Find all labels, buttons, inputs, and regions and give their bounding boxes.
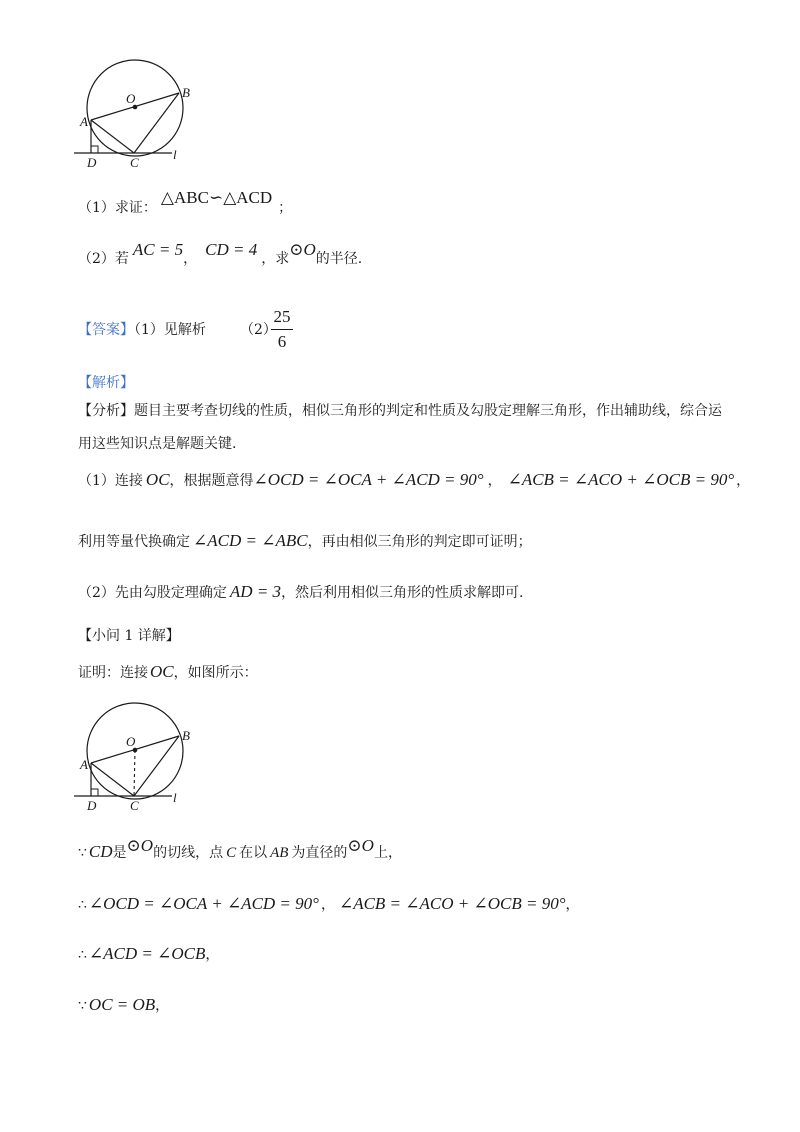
q2-suffix: 的半径. <box>315 251 363 267</box>
proof-suffix: ，如图所示： <box>173 665 258 681</box>
fenxi-line-2: 用这些知识点是解题关键. <box>78 436 237 452</box>
label-c: C <box>130 798 139 813</box>
line3-eq: ∠ACD = ∠OCB <box>88 944 206 963</box>
analysis-step-1b <box>78 531 532 551</box>
segment-oc-dashed <box>134 750 135 796</box>
proof-line-1 <box>78 836 402 862</box>
line2-eq1: ∠OCD = ∠OCA + ∠ACD = 90° <box>88 894 319 913</box>
q2-prefix: （2）若 <box>78 251 129 267</box>
step1-sep: ， <box>487 473 502 489</box>
step1-mid: ，根据题意得 <box>169 473 254 489</box>
line1-e: 为直径的 <box>291 845 348 861</box>
step1-eq2: ∠ACB = ∠ACO + ∠OCB = 90° <box>507 470 735 489</box>
q2-circle: ⊙O <box>289 240 316 259</box>
analysis-tag: 【解析】 <box>78 375 134 391</box>
answer-tag: 【答案】 <box>78 322 134 338</box>
step2-prefix: （2）先由勾股定理确定 <box>78 585 227 601</box>
label-l: l <box>173 147 177 162</box>
fraction-numerator: 25 <box>273 307 291 326</box>
line1-c: C <box>226 845 237 861</box>
segment-ac <box>91 120 134 153</box>
line4-end: ， <box>155 998 170 1014</box>
right-angle-mark <box>91 146 98 153</box>
label-b: B <box>182 85 190 100</box>
analysis-step-1 <box>78 470 750 490</box>
line1-d: 在以 <box>239 845 268 861</box>
proof-intro <box>78 662 258 682</box>
question-2 <box>78 240 363 268</box>
fenxi-text-1: 题目主要考查切线的性质，相似三角形的判定和性质及勾股定理解三角形，作出辅助线，综合运 <box>134 403 722 419</box>
label-b: B <box>182 728 190 743</box>
proof-line-2 <box>78 894 580 914</box>
label-o: O <box>126 734 136 749</box>
step2-suffix: ，然后利用相似三角形的性质求解即可. <box>281 585 524 601</box>
because-symbol: ∵ <box>78 845 87 861</box>
step1b-prefix: 利用等量代换确定 <box>78 534 190 550</box>
step1-eq1: ∠OCD = ∠OCA + ∠ACD = 90° <box>253 470 484 489</box>
answer-fraction <box>268 307 296 352</box>
label-l: l <box>173 790 177 805</box>
q1-math: △ABC∽△ACD <box>160 188 273 207</box>
detail-tag: 【小问 1 详解】 <box>78 628 180 644</box>
segment-bc <box>134 93 179 153</box>
fraction-bar <box>271 329 293 330</box>
line2-end: ， <box>565 897 580 913</box>
segment-ac <box>91 763 134 796</box>
line1-b: 的切线，点 <box>153 845 224 861</box>
fenxi-tag: 【分析】 <box>78 403 134 419</box>
step2-eq: AD = 3 <box>229 582 282 601</box>
q2-cd: CD = 4 <box>205 240 258 259</box>
proof-prefix: 证明：连接 <box>78 665 148 681</box>
because-symbol: ∵ <box>78 998 87 1014</box>
answer-line <box>78 319 206 339</box>
right-angle-mark <box>91 789 98 796</box>
analysis-step-2 <box>78 582 524 602</box>
label-c: C <box>130 155 139 170</box>
line1-a: 是 <box>112 845 127 861</box>
step1-prefix: （1）连接 <box>78 473 143 489</box>
line1-f: 上， <box>373 845 402 861</box>
proof-line-3 <box>78 944 219 964</box>
q2-ac: AC = 5 <box>132 240 184 259</box>
fenxi-line-1 <box>78 400 722 420</box>
therefore-symbol: ∴ <box>78 947 87 963</box>
fraction-denominator: 6 <box>277 332 287 351</box>
proof-line-4 <box>78 995 169 1015</box>
q2-mid: ，求 <box>261 251 290 267</box>
line4-eq: OC = OB <box>88 995 156 1014</box>
line3-end: ， <box>205 947 220 963</box>
therefore-symbol: ∴ <box>78 897 87 913</box>
q1-suffix: ； <box>278 200 293 216</box>
line1-circle-2: ⊙O <box>347 836 374 855</box>
line1-cd: CD <box>88 842 113 861</box>
label-a: A <box>80 757 88 772</box>
answer-part2-prefix: （2） <box>240 322 277 338</box>
step1b-eq: ∠ACD = ∠ABC <box>193 531 308 550</box>
proof-oc: OC <box>150 662 174 681</box>
label-d: D <box>87 155 97 170</box>
line2-eq2: ∠ACB = ∠ACO + ∠OCB = 90° <box>338 894 566 913</box>
step1-end: ， <box>736 473 751 489</box>
line1-circle: ⊙O <box>126 836 154 855</box>
label-d: D <box>87 798 97 813</box>
step1b-suffix: ，再由相似三角形的判定即可证明； <box>307 534 532 550</box>
line1-ab: AB <box>270 845 289 861</box>
q1-prefix: （1）求证： <box>78 200 157 216</box>
segment-bc <box>134 736 179 796</box>
answer-part1: （1）见解析 <box>134 322 206 338</box>
geometry-figure-1 <box>60 40 220 175</box>
label-a: A <box>80 114 88 129</box>
step1-oc: OC <box>145 470 170 489</box>
label-o: O <box>126 91 136 106</box>
line2-sep: ， <box>320 897 335 913</box>
geometry-figure-2 <box>60 683 220 818</box>
question-1 <box>78 188 293 217</box>
q2-sep: ， <box>183 251 198 267</box>
